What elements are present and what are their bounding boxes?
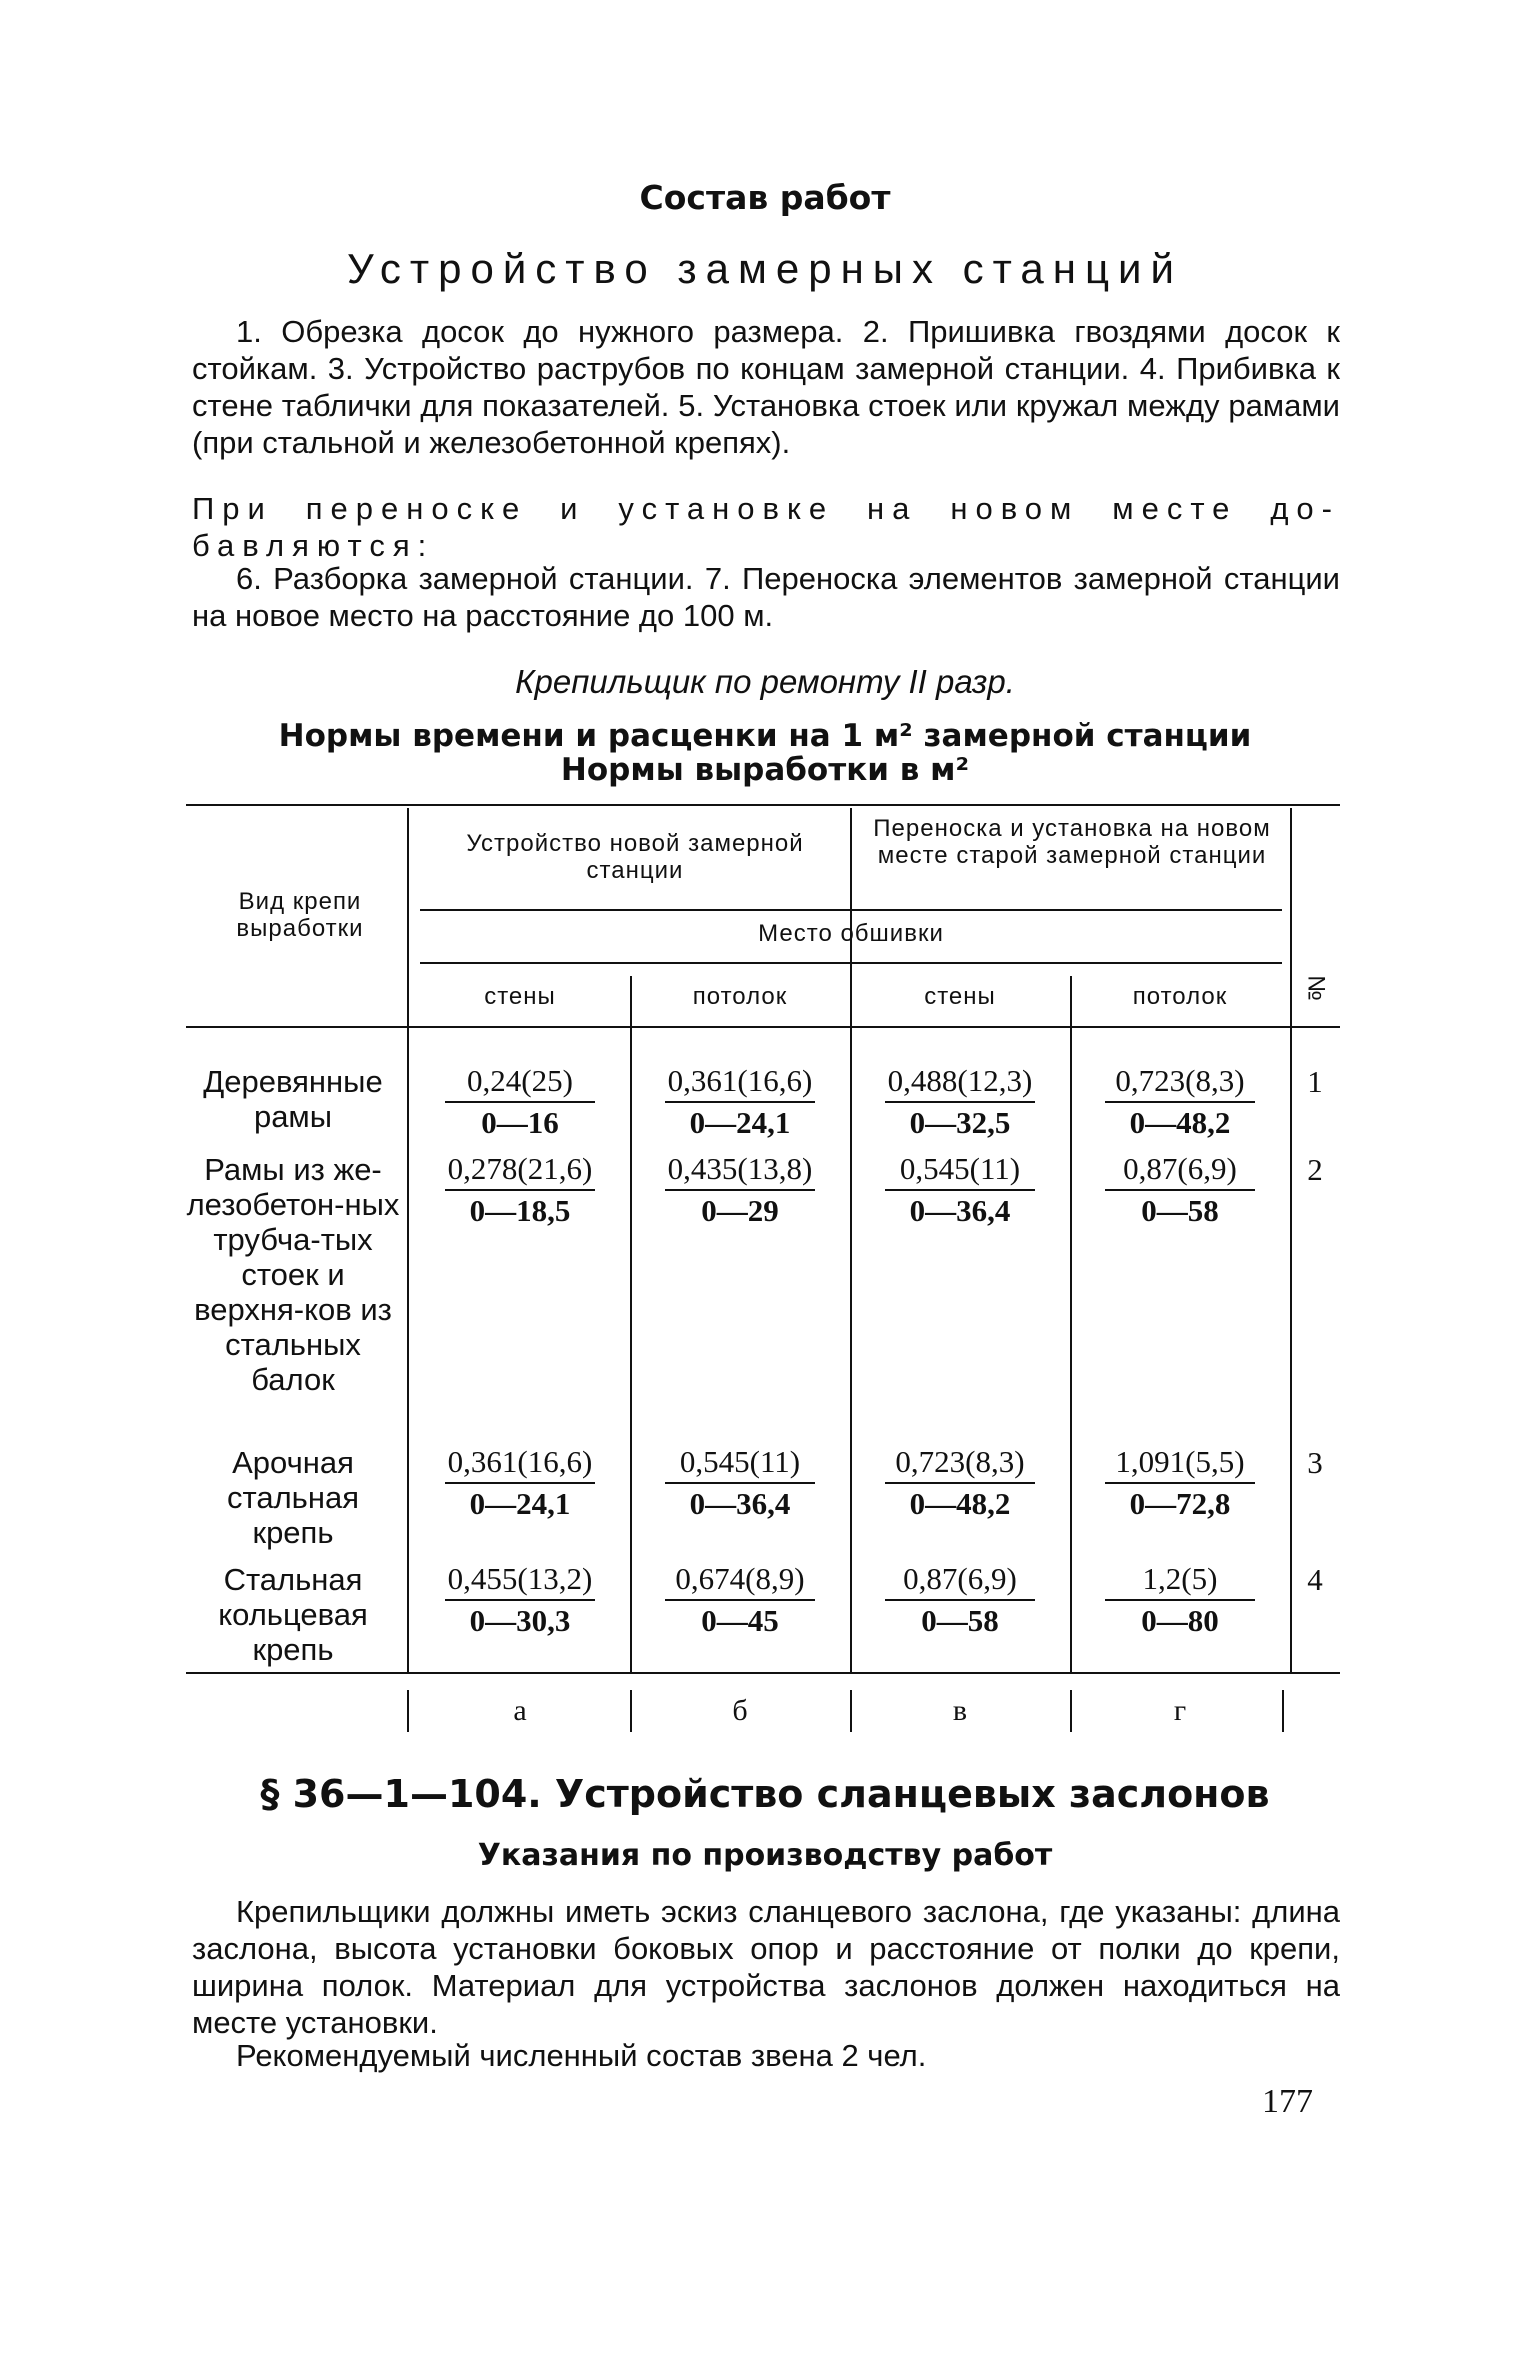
row-label-1: Деревянные рамы xyxy=(203,1064,383,1134)
cell-4c xyxy=(852,1562,1068,1638)
col-letter-c: в xyxy=(952,1694,968,1727)
relocation-intro-line-1: При переноске и установке на новом месте до- xyxy=(192,491,1340,526)
worker-category: Крепильщик по ремонту II разр. xyxy=(515,663,1015,700)
cell-norm: 0,87(6,9) xyxy=(903,1561,1017,1596)
table-top-rule xyxy=(186,804,1340,806)
cell-rate: 0—45 xyxy=(701,1603,779,1638)
col-letter-a: а xyxy=(513,1694,527,1727)
cell-rate: 0—32,5 xyxy=(909,1105,1011,1140)
section-title: Состав работ xyxy=(639,178,891,217)
crew-text xyxy=(192,2037,1340,2074)
cell-1a xyxy=(412,1064,628,1140)
cell-1d xyxy=(1072,1064,1288,1140)
cell-rate: 0—24,1 xyxy=(469,1486,571,1521)
subheader-ceiling-b: потолок xyxy=(692,983,788,1010)
table-bottom-rule xyxy=(186,1672,1340,1674)
col-letter-d: г xyxy=(1173,1694,1187,1727)
cell-rate: 0—29 xyxy=(701,1193,779,1228)
cell-rate: 0—24,1 xyxy=(689,1105,791,1140)
col-kind-header: Вид крепи выработки xyxy=(236,888,364,942)
cell-2a xyxy=(412,1152,628,1228)
cell-2d xyxy=(1072,1152,1288,1228)
cell-4a xyxy=(412,1562,628,1638)
row-label-3: Арочная стальная крепь xyxy=(227,1445,359,1550)
row-num-1: 1 xyxy=(1307,1064,1323,1099)
table-vrule-1 xyxy=(407,808,409,1672)
cell-4b xyxy=(632,1562,848,1638)
cell-rate: 0—48,2 xyxy=(909,1486,1011,1521)
cell-4d xyxy=(1072,1562,1288,1638)
subheader-walls-c: стены xyxy=(924,983,996,1010)
cell-rate: 0—16 xyxy=(481,1105,559,1140)
paragraph-title: § 36—1—104. Устройство сланцевых заслонов xyxy=(260,1772,1270,1816)
instructions-text-body: Крепильщики должны иметь эскиз сланцевого заслона, где указаны: длина заслона, высота установки боковых опор и расстояние от полки до крепи, ширина полок. Материал для устройства заслонов должен находиться на месте установки. xyxy=(192,1894,1340,2040)
cell-3c xyxy=(852,1445,1068,1521)
subheader-ceiling-d: потолок xyxy=(1132,983,1228,1010)
cell-norm: 0,545(11) xyxy=(679,1444,801,1479)
norms-title-line-1: Нормы времени и расценки на 1 м² замерной станции xyxy=(278,718,1252,754)
cell-rate: 0—72,8 xyxy=(1129,1486,1231,1521)
cell-rate: 0—58 xyxy=(1141,1193,1219,1228)
cell-norm: 0,723(8,3) xyxy=(1115,1063,1245,1098)
cell-rate: 0—36,4 xyxy=(689,1486,791,1521)
cell-norm: 0,435(13,8) xyxy=(667,1151,813,1186)
cell-norm: 0,723(8,3) xyxy=(895,1444,1025,1479)
subheader-walls-a: стены xyxy=(484,983,556,1010)
cell-rate: 0—18,5 xyxy=(469,1193,571,1228)
cell-rate: 0—80 xyxy=(1141,1603,1219,1638)
cell-norm: 0,361(16,6) xyxy=(667,1063,813,1098)
cell-2c xyxy=(852,1152,1068,1228)
instructions-title: Указания по производству работ xyxy=(477,1838,1053,1873)
cell-norm: 0,278(21,6) xyxy=(447,1151,593,1186)
cell-norm: 0,488(12,3) xyxy=(887,1063,1033,1098)
row-num-4: 4 xyxy=(1307,1562,1323,1597)
cell-norm: 0,87(6,9) xyxy=(1123,1151,1237,1186)
group-move-header: Переноска и установка на новом месте старой замерной станции xyxy=(873,815,1271,869)
cell-norm: 0,361(16,6) xyxy=(447,1444,593,1479)
row-num-2: 2 xyxy=(1307,1152,1323,1187)
row-num-3: 3 xyxy=(1307,1445,1323,1480)
cell-rate: 0—48,2 xyxy=(1129,1105,1231,1140)
table-header-bottom-rule xyxy=(186,1026,1340,1028)
cell-norm: 1,091(5,5) xyxy=(1115,1444,1245,1479)
relocation-list-text: 6. Разборка замерной станции. 7. Переноска элементов замерной станции на новое место на расстояние до 100 м. xyxy=(192,561,1340,633)
cell-rate: 0—30,3 xyxy=(469,1603,571,1638)
col-letter-b: б xyxy=(732,1694,748,1727)
table-vrule-5 xyxy=(1290,808,1292,1672)
relocation-list xyxy=(192,560,1340,634)
row-label-2: Рамы из же-лезобетон-ных трубча-тых стоек и верхня-ков из стальных балок xyxy=(186,1152,400,1397)
cell-norm: 0,24(25) xyxy=(467,1063,573,1098)
cell-3d xyxy=(1072,1445,1288,1521)
cell-norm: 1,2(5) xyxy=(1142,1561,1218,1596)
num-header: № xyxy=(1302,975,1330,1002)
cell-3b xyxy=(632,1445,848,1521)
cell-norm: 0,674(8,9) xyxy=(675,1561,805,1596)
instructions-text xyxy=(192,1893,1340,2041)
cell-1b xyxy=(632,1064,848,1140)
cell-norm: 0,545(11) xyxy=(899,1151,1021,1186)
work-list xyxy=(192,313,1340,461)
cell-norm: 0,455(13,2) xyxy=(447,1561,593,1596)
page-number: 177 xyxy=(1262,2083,1313,2120)
cell-3a xyxy=(412,1445,628,1521)
cell-rate: 0—58 xyxy=(921,1603,999,1638)
cell-rate: 0—36,4 xyxy=(909,1193,1011,1228)
crew-text-body: Рекомендуемый численный состав звена 2 чел. xyxy=(236,2038,927,2073)
norms-title-line-2: Нормы выработки в м² xyxy=(560,752,970,788)
relocation-intro-line-2: бавляются: xyxy=(192,528,435,563)
group-new-header: Устройство новой замерной станции xyxy=(466,830,804,884)
cell-2b xyxy=(632,1152,848,1228)
subsection-title: Устройство замерных станций xyxy=(347,245,1183,292)
row-label-4: Стальная кольцевая крепь xyxy=(218,1562,368,1667)
letter-vrule-1 xyxy=(407,1690,409,1732)
cell-1c xyxy=(852,1064,1068,1140)
place-header: Место обшивки xyxy=(758,920,944,947)
work-list-text: 1. Обрезка досок до нужного размера. 2. Пришивка гвоздями досок к стойкам. 3. Устройство раструбов по концам замерной станции. 4. Прибивка к стене таблички для показателей. 5. Установка стоек или кружал между рамами (при стальной и железобетонной крепях). xyxy=(192,314,1340,460)
